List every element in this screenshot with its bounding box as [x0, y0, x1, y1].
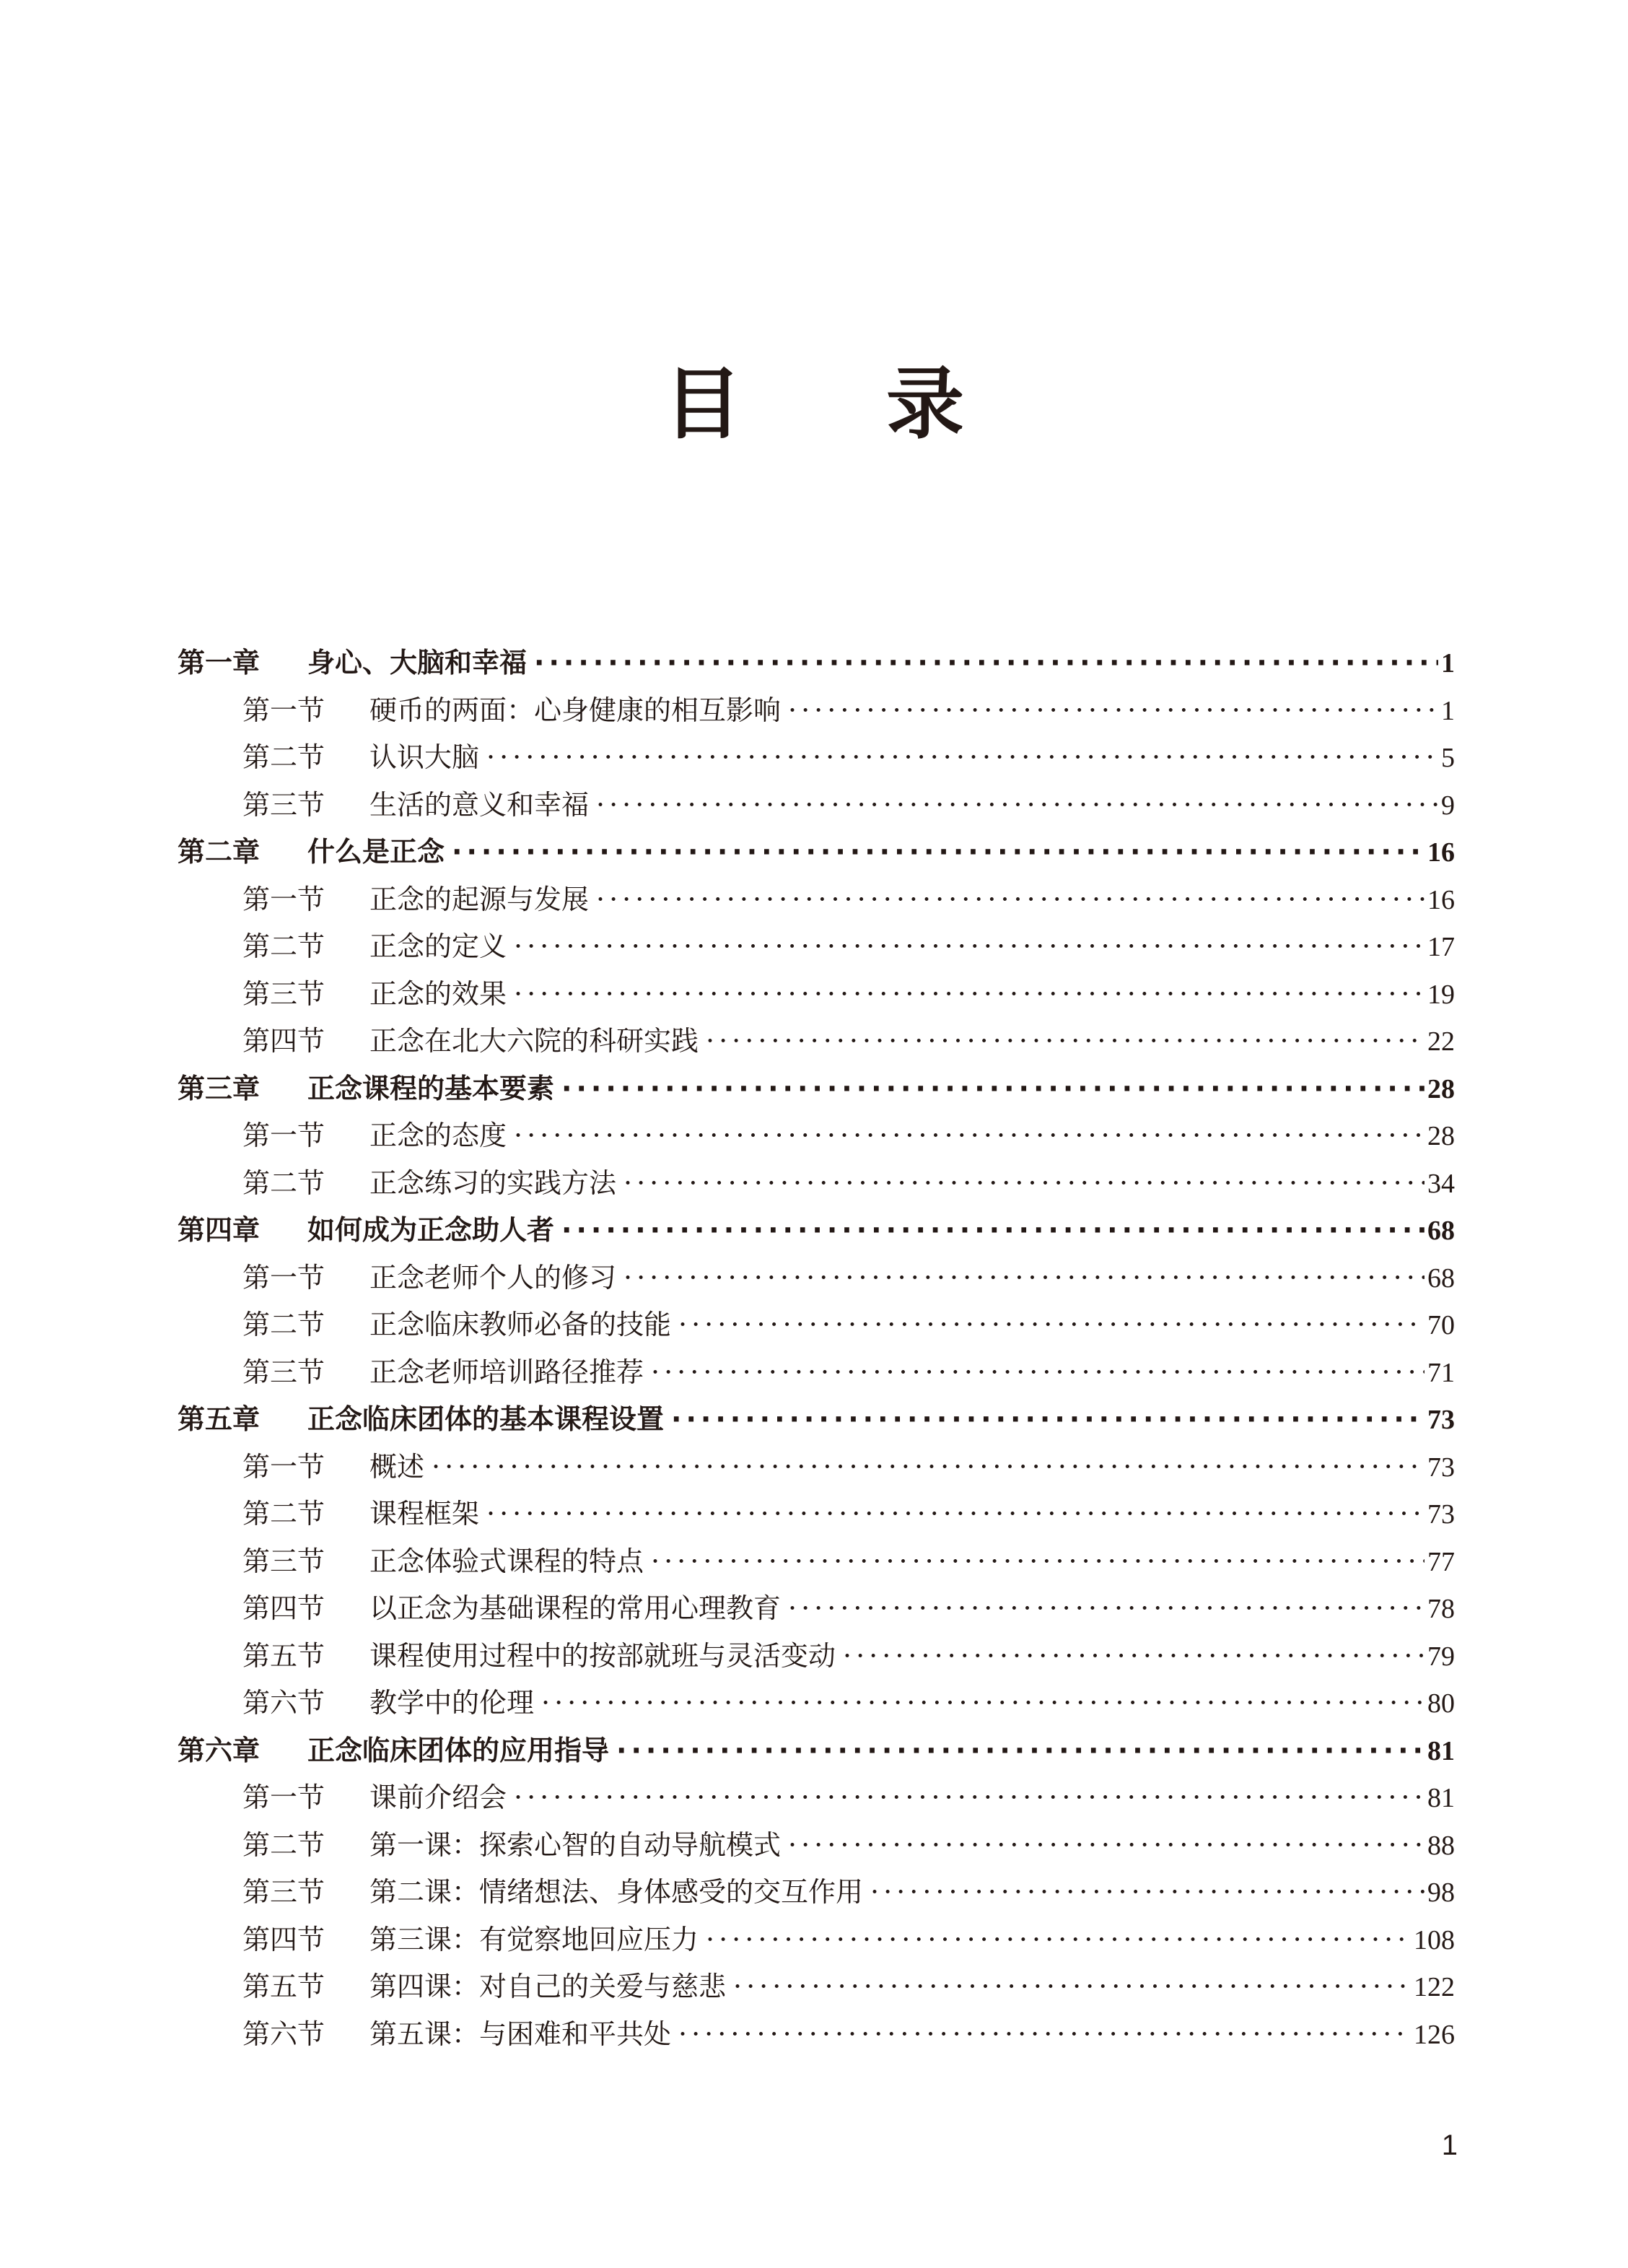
dot-leader: [452, 829, 1424, 876]
section-title: 正念的态度: [369, 1120, 507, 1151]
chapter-number: 第三章: [178, 1072, 261, 1104]
section-number: 第六节: [242, 1687, 325, 1719]
section-title: 教学中的伦理: [369, 1687, 535, 1719]
page-ref: 28: [1427, 1121, 1455, 1151]
section-title: 正念体验式课程的特点: [369, 1545, 644, 1577]
section-number: 第五节: [242, 1639, 325, 1672]
section-number: 第一节: [242, 1120, 325, 1151]
page-ref: 1: [1441, 648, 1455, 679]
toc-section-entry[interactable]: [178, 1349, 1455, 1397]
page-ref: 5: [1441, 743, 1455, 773]
section-number: 第二节: [242, 741, 325, 773]
dot-leader: [514, 1774, 1424, 1822]
toc-section-entry[interactable]: [178, 1491, 1455, 1538]
page-ref: 88: [1427, 1830, 1455, 1861]
page-ref: 70: [1427, 1310, 1455, 1340]
toc-section-entry[interactable]: [178, 1160, 1455, 1208]
section-number: 第四节: [242, 1923, 325, 1955]
dot-leader: [651, 1349, 1424, 1397]
section-title: 正念临床教师必备的技能: [369, 1309, 672, 1340]
page-ref: 81: [1427, 1735, 1455, 1766]
section-title: 第五课：与困难和平共处: [369, 2018, 672, 2050]
dot-leader: [514, 1112, 1424, 1160]
chapter-title: 正念课程的基本要素: [307, 1072, 555, 1104]
dot-leader: [596, 782, 1438, 829]
toc-section-entry[interactable]: [178, 1255, 1455, 1302]
dot-leader: [843, 1633, 1424, 1680]
section-number: 第一节: [242, 883, 325, 915]
toc-section-entry[interactable]: [178, 734, 1455, 782]
toc-section-entry[interactable]: [178, 1963, 1455, 2011]
page-ref: 16: [1427, 884, 1455, 915]
toc-section-entry[interactable]: [178, 1585, 1455, 1633]
dot-leader: [623, 1255, 1424, 1302]
section-number: 第四节: [242, 1592, 325, 1624]
section-title: 正念的定义: [369, 930, 507, 962]
page-ref: 81: [1427, 1783, 1455, 1813]
dot-leader: [870, 1869, 1424, 1916]
page-ref: 77: [1427, 1546, 1455, 1577]
chapter-number: 第二章: [178, 836, 261, 868]
toc-section-entry[interactable]: [178, 1112, 1455, 1160]
dot-leader: [561, 1065, 1424, 1113]
section-number: 第三节: [242, 1876, 325, 1908]
dot-leader: [706, 1018, 1424, 1065]
page-ref: 68: [1427, 1216, 1455, 1246]
page-ref: 68: [1427, 1262, 1455, 1294]
toc-section-entry[interactable]: [178, 923, 1455, 971]
toc-chapter-entry[interactable]: [178, 1396, 1455, 1444]
dot-leader: [541, 1680, 1424, 1727]
toc-section-entry[interactable]: [178, 1018, 1455, 1065]
toc-chapter-entry[interactable]: [178, 1727, 1455, 1775]
dot-leader: [486, 1491, 1424, 1538]
dot-leader: [534, 640, 1438, 687]
dot-leader: [788, 1822, 1424, 1870]
page-ref: 22: [1427, 1026, 1455, 1057]
toc-section-entry[interactable]: [178, 1633, 1455, 1680]
dot-leader: [486, 734, 1438, 782]
chapter-number: 第五章: [178, 1403, 261, 1435]
page-ref: 16: [1427, 837, 1455, 868]
dot-leader: [616, 1727, 1424, 1775]
section-title: 正念老师个人的修习: [369, 1261, 617, 1294]
section-number: 第三节: [242, 977, 325, 1010]
page-ref: 1: [1441, 695, 1455, 726]
chapter-title: 正念临床团体的应用指导: [307, 1734, 610, 1766]
page-ref: 98: [1427, 1877, 1455, 1908]
section-title: 课程使用过程中的按部就班与灵活变动: [369, 1639, 836, 1672]
section-title: 正念在北大六院的科研实践: [369, 1025, 699, 1057]
section-number: 第一节: [242, 694, 325, 726]
dot-leader: [678, 2011, 1411, 2059]
dot-leader: [596, 876, 1424, 924]
page-ref: 122: [1414, 1972, 1455, 2002]
section-title: 正念练习的实践方法: [369, 1166, 617, 1199]
dot-leader: [561, 1207, 1424, 1255]
section-title: 第二课：情绪想法、身体感受的交互作用: [369, 1876, 864, 1908]
page-number: 1: [1441, 2129, 1458, 2161]
toc-section-entry[interactable]: [178, 1822, 1455, 1870]
page-ref: 73: [1427, 1452, 1455, 1483]
section-title: 认识大脑: [369, 741, 480, 773]
section-number: 第三节: [242, 1545, 325, 1577]
toc-section-entry[interactable]: [178, 687, 1455, 735]
page-ref: 28: [1427, 1073, 1455, 1104]
section-title: 课程框架: [369, 1498, 480, 1530]
toc-section-entry[interactable]: [178, 1774, 1455, 1822]
section-number: 第二节: [242, 930, 325, 962]
section-number: 第六节: [242, 2018, 325, 2050]
section-title: 课前介绍会: [369, 1781, 507, 1813]
toc-section-entry[interactable]: [178, 1680, 1455, 1727]
chapter-number: 第四章: [178, 1214, 261, 1246]
section-title: 概述: [369, 1450, 425, 1483]
table-of-contents: [178, 640, 1455, 2058]
section-title: 正念老师培训路径推荐: [369, 1356, 644, 1388]
dot-leader: [671, 1396, 1424, 1444]
dot-leader: [788, 1585, 1424, 1633]
section-title: 硬币的两面：心身健康的相互影响: [369, 694, 782, 726]
dot-leader: [623, 1160, 1424, 1208]
toc-chapter-entry[interactable]: [178, 1207, 1455, 1255]
section-number: 第四节: [242, 1025, 325, 1057]
toc-section-entry[interactable]: [178, 1538, 1455, 1586]
toc-section-entry[interactable]: [178, 1444, 1455, 1491]
dot-leader: [706, 1916, 1411, 1964]
dot-leader: [651, 1538, 1424, 1586]
page-ref: 34: [1427, 1168, 1455, 1199]
section-title: 正念的起源与发展: [369, 883, 590, 915]
section-title: 第三课：有觉察地回应压力: [369, 1923, 699, 1955]
section-title: 以正念为基础课程的常用心理教育: [369, 1592, 782, 1624]
section-number: 第三节: [242, 1356, 325, 1388]
dot-leader: [788, 687, 1438, 735]
page-ref: 80: [1427, 1688, 1455, 1719]
chapter-number: 第一章: [178, 647, 261, 679]
dot-leader: [733, 1963, 1411, 2011]
page-ref: 17: [1427, 932, 1455, 962]
page-title: 目录: [663, 359, 1108, 450]
toc-section-entry[interactable]: [178, 876, 1455, 924]
section-number: 第二节: [242, 1828, 325, 1861]
page-ref: 79: [1427, 1641, 1455, 1672]
page-ref: 126: [1414, 2019, 1455, 2050]
toc-section-entry[interactable]: [178, 1869, 1455, 1916]
page-ref: 73: [1427, 1405, 1455, 1435]
dot-leader: [432, 1444, 1424, 1491]
toc-section-entry[interactable]: [178, 2011, 1455, 2059]
section-title: 正念的效果: [369, 977, 507, 1010]
toc-chapter-entry[interactable]: [178, 829, 1455, 876]
section-title: 生活的意义和幸福: [369, 788, 590, 821]
page-ref: 19: [1427, 979, 1455, 1010]
toc-section-entry[interactable]: [178, 782, 1455, 829]
section-number: 第一节: [242, 1781, 325, 1813]
section-title: 第一课：探索心智的自动导航模式: [369, 1828, 782, 1861]
toc-chapter-entry[interactable]: [178, 640, 1455, 687]
dot-leader: [514, 923, 1424, 971]
section-number: 第二节: [242, 1309, 325, 1340]
page-ref: 73: [1427, 1499, 1455, 1530]
page-ref: 9: [1441, 790, 1455, 821]
toc-chapter-entry[interactable]: [178, 1065, 1455, 1113]
toc-section-entry[interactable]: [178, 1301, 1455, 1349]
section-title: 第四课：对自己的关爱与慈悲: [369, 1971, 727, 2002]
page-ref: 71: [1427, 1357, 1455, 1388]
chapter-number: 第六章: [178, 1734, 261, 1766]
dot-leader: [678, 1301, 1424, 1349]
section-number: 第二节: [242, 1166, 325, 1199]
section-number: 第五节: [242, 1971, 325, 2002]
toc-section-entry[interactable]: [178, 971, 1455, 1019]
page-ref: 78: [1427, 1594, 1455, 1624]
dot-leader: [514, 971, 1424, 1019]
chapter-title: 正念临床团体的基本课程设置: [307, 1403, 665, 1435]
toc-section-entry[interactable]: [178, 1916, 1455, 1964]
section-number: 第三节: [242, 788, 325, 821]
section-number: 第二节: [242, 1498, 325, 1530]
section-number: 第一节: [242, 1450, 325, 1483]
page-ref: 108: [1414, 1924, 1455, 1955]
chapter-title: 身心、大脑和幸福: [307, 647, 528, 679]
chapter-title: 如何成为正念助人者: [307, 1214, 555, 1246]
chapter-title: 什么是正念: [307, 836, 445, 868]
section-number: 第一节: [242, 1261, 325, 1294]
